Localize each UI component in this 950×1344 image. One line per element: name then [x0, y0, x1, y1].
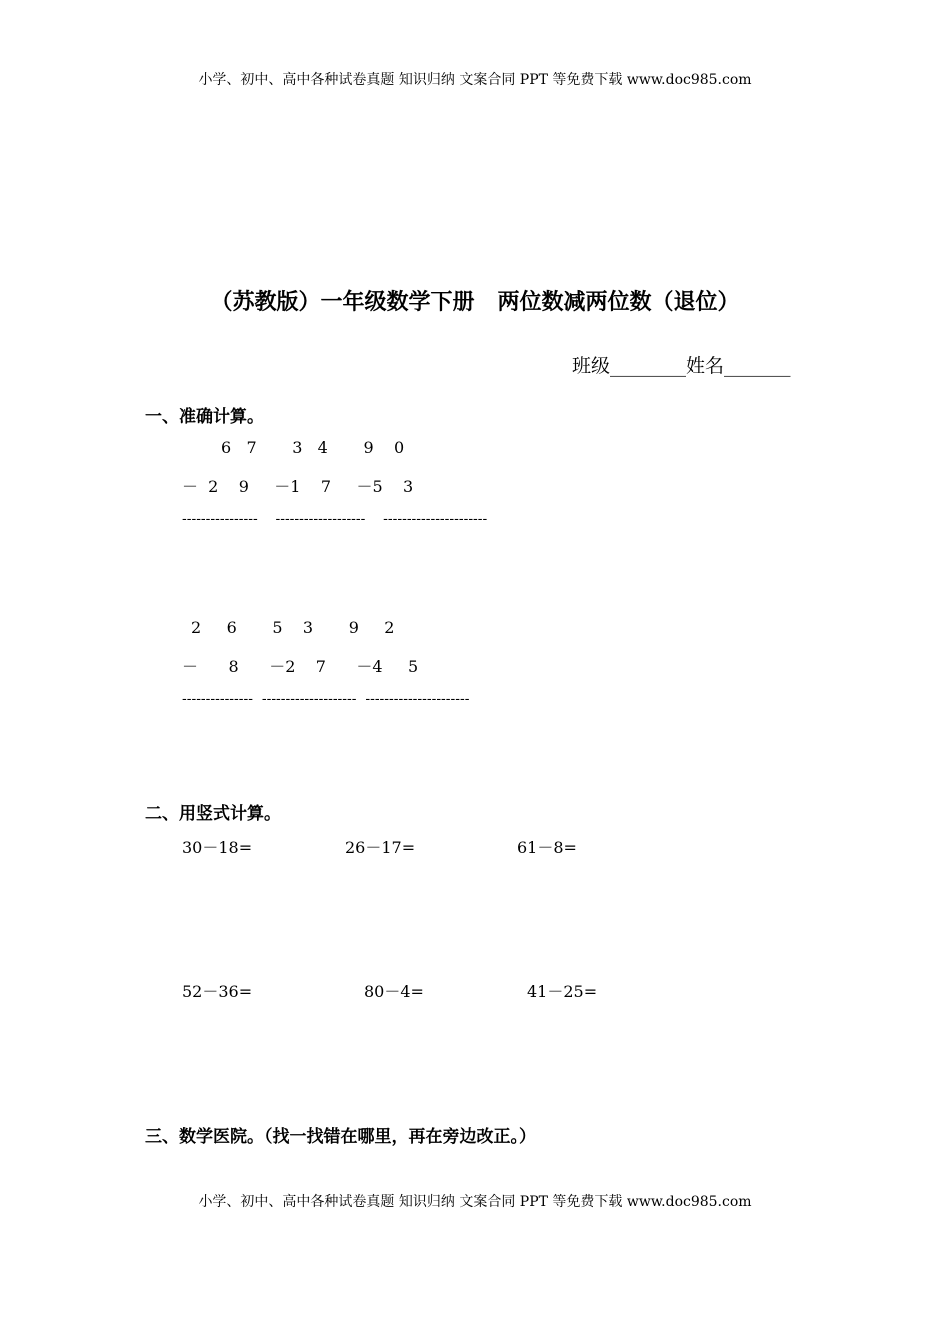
section-2-heading: 二、用竖式计算。 — [145, 804, 281, 824]
problem-group-2-top: 2 6 5 3 9 2 — [191, 618, 395, 637]
problem-group-2-bottom: － 8 －2 7 －4 5 — [182, 657, 419, 676]
section-3-heading: 三、数学医院。（找一找错在哪里，再在旁边改正。） — [145, 1127, 536, 1147]
expression: 61－8= — [517, 838, 577, 857]
problem-group-1-top: 6 7 3 4 9 0 — [221, 438, 405, 457]
document-title: （苏教版）一年级数学下册 两位数减两位数（退位） — [210, 289, 740, 315]
problem-group-1-bottom: － 2 9 －1 7 －5 3 — [182, 477, 414, 496]
expression: 41－25= — [527, 982, 598, 1001]
expression: 26－17= — [345, 838, 416, 857]
page-footer: 小学、初中、高中各种试卷真题 知识归纳 文案合同 PPT 等免费下载 www.doc985.com — [198, 1194, 752, 1210]
problem-group-1-lines: ---------------- ------------------- ---------------------- — [182, 511, 488, 527]
class-name-line: 班级________姓名_______ — [572, 355, 791, 377]
problem-group-2-lines: --------------- -------------------- ---------------------- — [182, 691, 470, 707]
expression: 52－36= — [182, 982, 253, 1001]
page-header: 小学、初中、高中各种试卷真题 知识归纳 文案合同 PPT 等免费下载 www.doc985.com — [198, 72, 752, 88]
section-1-heading: 一、准确计算。 — [145, 407, 264, 427]
expression: 30－18= — [182, 838, 253, 857]
expression: 80－4= — [364, 982, 424, 1001]
